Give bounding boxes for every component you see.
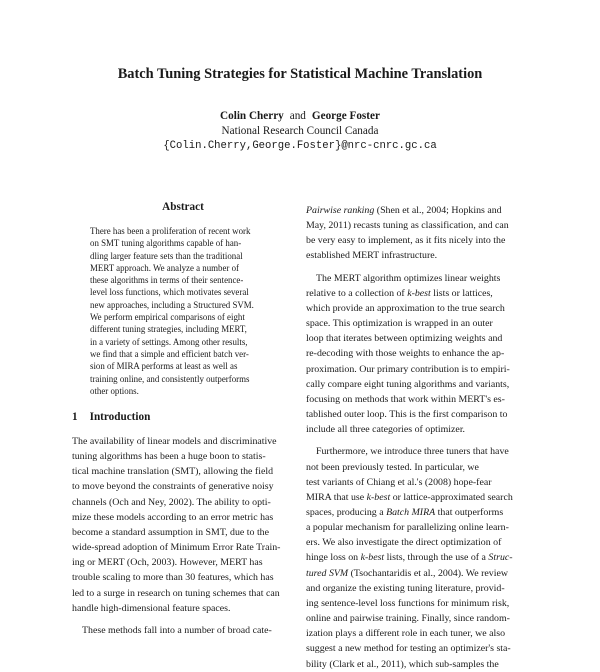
- body-line: spaces, producing a Batch MIRA that outperforms: [306, 506, 504, 518]
- body-line: led to a surge in research on tuning schemes that can: [72, 587, 280, 599]
- body-line: MIRA that use k-best or lattice-approximated search: [306, 491, 513, 503]
- paragraph-gap: [306, 437, 528, 444]
- body-line: These methods fall into a number of broad cate-: [82, 624, 272, 636]
- abstract-line: training online, and consistently outperforms: [90, 373, 250, 384]
- body-line: bility (Clark et al., 2011), which sub-samples the: [306, 658, 499, 670]
- body-line: online and pairwise training. Finally, since random-: [306, 613, 510, 625]
- body-line: loop that iterates between optimizing weights and: [306, 333, 503, 345]
- body-line: [306, 233, 528, 248]
- author-email: {Colin.Cherry,George.Foster}@nrc-cnrc.gc.ca: [163, 140, 437, 152]
- body-line: wide-spread adoption of Minimum Error Rate Train-: [72, 542, 281, 554]
- body-line: suggest a new method for testing an optimizer's sta-: [306, 643, 511, 655]
- abstract-line: There has been a proliferation of recent work: [90, 226, 251, 236]
- body-line: not been previously tested. In particular, we: [306, 461, 479, 473]
- body-line: cally compare eight tuning algorithms and variants,: [306, 378, 510, 390]
- abstract-heading: Abstract: [162, 201, 204, 213]
- body-text: (Shen et al., 2004; Hopkins and: [374, 205, 502, 216]
- paragraph-gap: [306, 264, 528, 271]
- section-title: Introduction: [89, 411, 151, 423]
- body-line: hinge loss on k-best lists, through the use of a Struc-: [306, 552, 513, 564]
- body-line: become a standard assumption in SMT, due to the: [72, 526, 270, 538]
- body-line: [306, 203, 528, 218]
- body-line: The MERT algorithm optimizes linear weights: [316, 272, 501, 284]
- body-line: proximation. Our primary contribution is to empiri-: [306, 363, 510, 375]
- body-line: Furthermore, we introduce three tuners that have: [316, 446, 509, 458]
- body-line: test variants of Chiang et al.'s (2008) hope-fear: [306, 476, 492, 488]
- author-block: [0, 109, 600, 154]
- paragraph-gap: [72, 616, 294, 623]
- body-line: relative to a collection of k-best lists or lattices,: [306, 287, 493, 299]
- body-line: mize these models according to an error metric has: [72, 511, 274, 523]
- body-line: ing or MERT (Och, 2003). However, MERT has: [72, 557, 263, 569]
- body-line: include all three categories of optimizer.: [306, 424, 466, 436]
- abstract-line: other options.: [90, 385, 139, 396]
- section-heading: [72, 411, 150, 423]
- abstract-line: new approaches, including a Structured SVM.: [90, 299, 254, 310]
- abstract-line: dling larger feature sets than the traditional: [90, 250, 243, 261]
- author-affiliation: National Research Council Canada: [221, 125, 379, 137]
- abstract-line: MERT approach. We analyze a number of: [90, 262, 239, 273]
- author-conjunction: and: [289, 110, 306, 122]
- body-line: tical machine translation (SMT), allowing the field: [72, 466, 274, 478]
- body-line: trouble scaling to more than 30 features, which has: [72, 572, 274, 584]
- author-name: George Foster: [311, 110, 380, 122]
- body-line: tured SVM (Tsochantaridis et al., 2004). We review: [306, 567, 509, 579]
- abstract-line: different tuning strategies, including MERT,: [90, 324, 247, 335]
- body-line: channels (Och and Ney, 2002). The ability to opti-: [72, 496, 271, 508]
- body-line: a popular mechanism for parallelizing online learn-: [306, 522, 509, 534]
- body-line: handle high-dimensional feature spaces.: [72, 602, 231, 614]
- body-line: tuning algorithms has been a huge boon to statis-: [72, 451, 266, 463]
- body-line: space. This optimization is wrapped in an outer: [306, 318, 493, 330]
- left-column-text: [72, 434, 294, 638]
- body-line: which provide an approximation to the true search: [306, 302, 505, 314]
- abstract-line: on SMT tuning algorithms capable of han-: [90, 238, 242, 249]
- body-line: The availability of linear models and discriminative: [72, 436, 277, 447]
- abstract-line: these algorithms in terms of their sentence-: [90, 275, 244, 286]
- body-line: [306, 218, 528, 233]
- right-column-text: [306, 203, 528, 672]
- italic-term: Pairwise ranking: [306, 205, 375, 216]
- body-line: re-decoding with those weights to enhance the ap-: [306, 348, 505, 360]
- body-line: to move beyond the constraints of generative noisy: [72, 481, 274, 493]
- abstract-body: [90, 225, 276, 397]
- section-number: 1: [72, 411, 78, 423]
- abstract-line: level loss functions, which motivates several: [90, 287, 249, 298]
- author-name: Colin Cherry: [220, 110, 284, 122]
- abstract-line: in a variety of settings. Among other results,: [90, 336, 248, 347]
- abstract-line: We perform empirical comparisons of eight: [90, 312, 245, 323]
- body-text: be very easy to implement, as it fits nicely into the: [306, 235, 506, 247]
- body-line: focusing on methods that work within MERT's es-: [306, 393, 505, 405]
- author-names: [0, 109, 600, 124]
- abstract-line: sion of MIRA performs at least as well as: [90, 361, 238, 372]
- paper-title: Batch Tuning Strategies for Statistical Machine Translation: [117, 66, 483, 82]
- abstract-line: we find that a simple and efficient batch ver-: [90, 348, 249, 359]
- body-text: May, 2011) recasts tuning as classification, and can: [306, 220, 509, 232]
- body-line: tablished outer loop. This is the first comparison to: [306, 409, 508, 421]
- body-line: ing sentence-level loss functions for minimum risk,: [306, 597, 510, 609]
- body-line: ization plays a different role in each tuner, we also: [306, 628, 506, 640]
- body-line: ers. We also investigate the direct optimization of: [306, 537, 502, 549]
- body-line: and organize the existing tuning literature, provid-: [306, 582, 505, 594]
- body-text: established MERT infrastructure.: [306, 250, 438, 262]
- body-line: [306, 248, 528, 263]
